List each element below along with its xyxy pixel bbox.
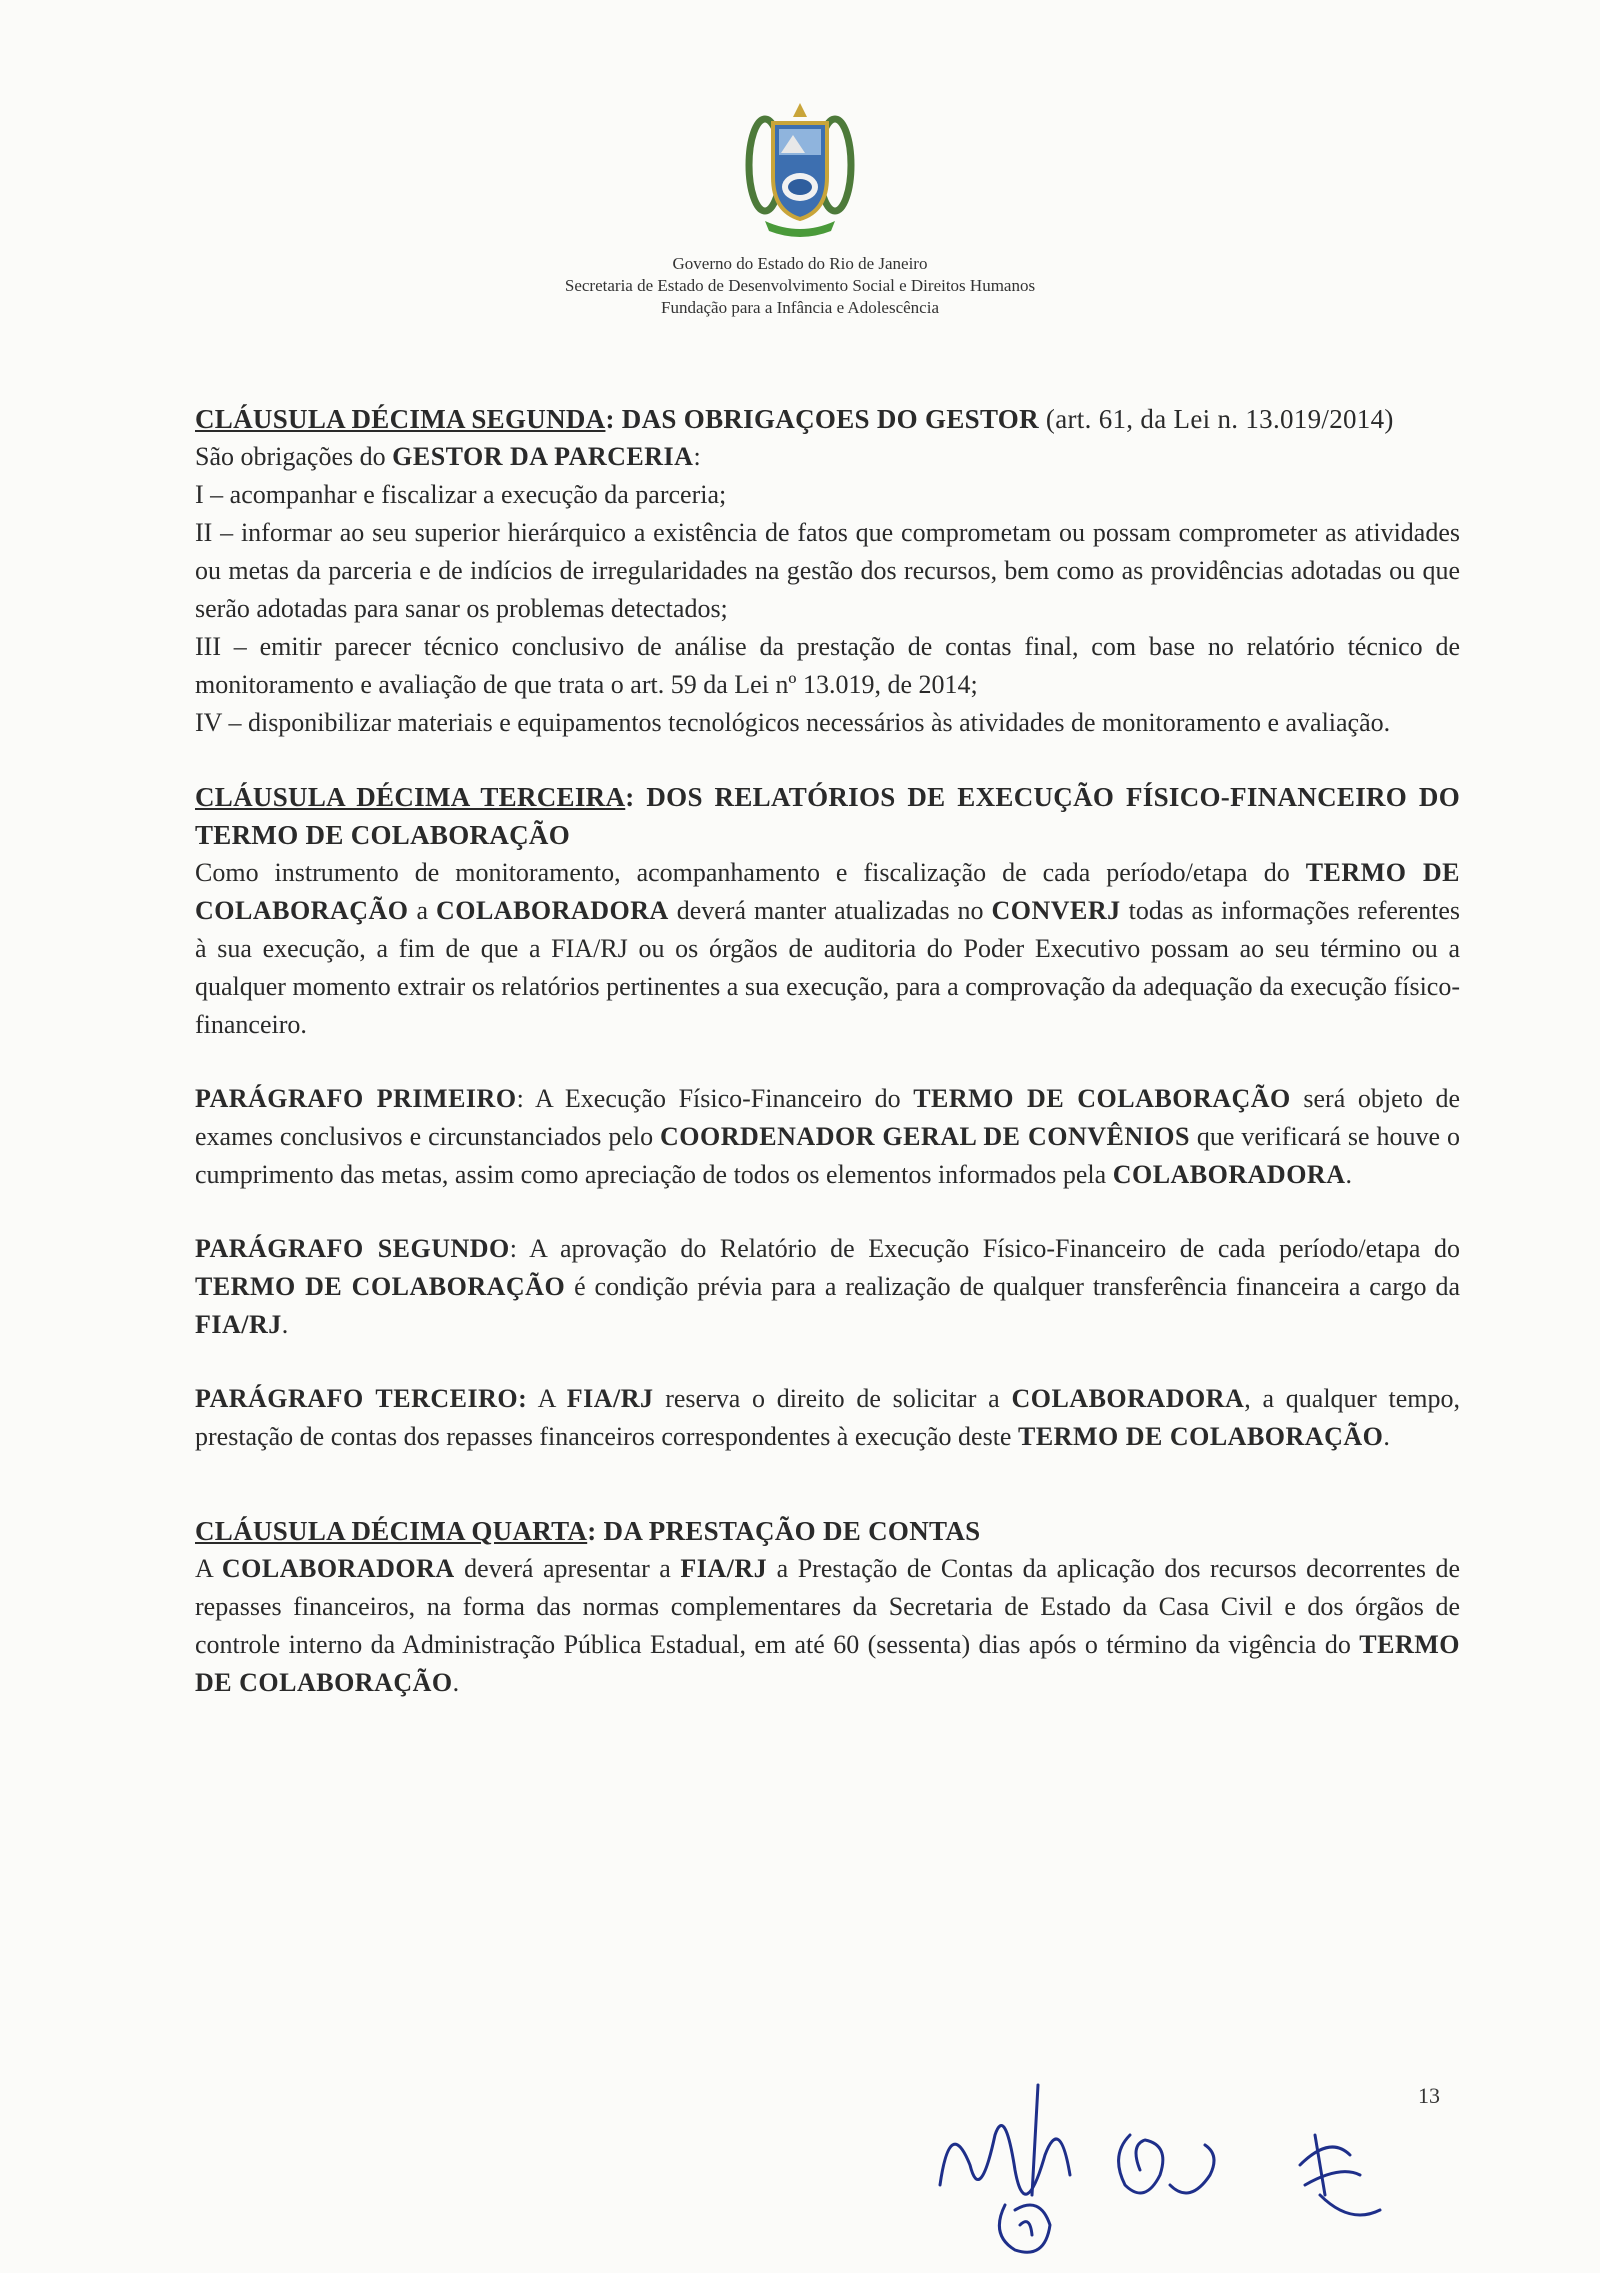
clause-12-intro (195, 438, 1460, 476)
clause-14-heading-title: : DA PRESTAÇÃO DE CONTAS (587, 1516, 981, 1546)
paragraph-primeiro (195, 1080, 1460, 1194)
bold-segment: COLABORADORA (1011, 1384, 1245, 1413)
clause-12-item-4: IV – disponibilizar materiais e equipamentos tecnológicos necessários às atividades de monitoramento e avaliação. (195, 708, 1391, 737)
clause-12-heading (195, 400, 1460, 438)
clause-14-heading-label: CLÁUSULA DÉCIMA QUARTA (195, 1516, 588, 1546)
bold-segment: COLABORADORA (1112, 1160, 1346, 1189)
bold-segment: COLABORADORA (435, 896, 669, 925)
text-segment: deverá manter atualizadas no (668, 896, 992, 925)
text-segment: . (281, 1310, 289, 1339)
clause-12-item-3: III – emitir parecer técnico conclusivo de análise da prestação de contas final, com base no relatório técnico de monitoramento e avaliação de que trata o art. 59 da Lei nº 13.019, de 2014; (195, 632, 1460, 699)
bold-segment: TERMO DE COLABORAÇÃO (1017, 1422, 1384, 1451)
clause-13-heading (195, 778, 1460, 854)
paragraph-label: PARÁGRAFO SEGUNDO (195, 1234, 510, 1263)
bold-segment: FIA/RJ (566, 1384, 654, 1413)
clause-13-heading-label: CLÁUSULA DÉCIMA TERCEIRA (195, 782, 626, 812)
bold-segment: FIA/RJ (195, 1310, 282, 1339)
bold-segment: TERMO DE COLABORAÇÃO (195, 858, 1461, 925)
text-segment: . (1345, 1160, 1352, 1189)
clause-12-heading-reference: (art. 61, da Lei n. 13.019/2014) (1038, 404, 1394, 434)
intro-bold: GESTOR DA PARCERIA (392, 442, 694, 471)
paragraph-label: PARÁGRAFO PRIMEIRO (195, 1084, 517, 1113)
handwritten-signatures-icon (920, 2075, 1420, 2265)
clause-12-item-2: II – informar ao seu superior hierárquico a existência de fatos que comprometam ou possam comprometer as atividades ou metas da parceria e de indícios de irregularidades na gestão dos recursos, bem como as providências adotadas ou que serão adotadas para sanar os problemas detectados; (195, 518, 1460, 623)
text-segment: . (1383, 1422, 1390, 1451)
clause-12-heading-label: CLÁUSULA DÉCIMA SEGUNDA (195, 404, 606, 434)
text-segment: será objeto de exames conclusivos e circunstanciados pelo (195, 1084, 1460, 1151)
text-segment: , a qualquer tempo, prestação de contas dos repasses financeiros correspondentes à execução deste (195, 1384, 1460, 1451)
intro-colon: : (693, 442, 701, 471)
bold-segment: FIA/RJ (680, 1554, 768, 1583)
bold-segment: TERMO DE COLABORAÇÃO (195, 1272, 566, 1301)
clause-12-item-1: I – acompanhar e fiscalizar a execução da parceria; (195, 480, 727, 509)
bold-segment: COORDENADOR GERAL DE CONVÊNIOS (660, 1122, 1190, 1151)
text-segment: a (408, 896, 436, 925)
document-body (195, 400, 1460, 1702)
clause-12-heading-title: : DAS OBRIGAÇOES DO GESTOR (605, 404, 1039, 434)
clause-13-heading-title: : DOS RELATÓRIOS DE EXECUÇÃO FÍSICO-FINANCEIRO DO TERMO DE COLABORAÇÃO (195, 782, 1460, 850)
state-coat-of-arms-icon (735, 95, 865, 245)
bold-segment: TERMO DE COLABORAÇÃO (195, 1630, 1460, 1697)
text-segment: que verificará se houve o cumprimento das metas, assim como apreciação de todos os elementos informados pela (195, 1122, 1460, 1189)
text-segment: a Prestação de Contas da aplicação dos recursos decorrentes de repasses financeiros, na forma das normas complementares da Secretaria de Estado da Casa Civil e dos órgãos de controle interno da Administração Pública Estadual, em até 60 (sessenta) dias após o término da vigência do (195, 1554, 1460, 1659)
bold-segment: COLABORADORA (221, 1554, 455, 1583)
letterhead (0, 95, 1600, 319)
text-segment: A (527, 1384, 567, 1413)
clause-14-heading (195, 1512, 1460, 1550)
paragraph-terceiro (195, 1380, 1460, 1456)
page-number: 13 (1418, 2083, 1440, 2108)
clause-13-paragraph (195, 854, 1460, 1044)
bold-segment: CONVERJ (991, 896, 1121, 925)
text-segment: : A Execução Físico-Financeiro do (516, 1084, 914, 1113)
text-segment: deverá apresentar a (454, 1554, 681, 1583)
text-segment: é condição prévia para a realização de qualquer transferência financeira a cargo da (565, 1272, 1461, 1301)
letterhead-line-foundation: Fundação para a Infância e Adolescência (661, 298, 939, 317)
paragraph-segundo (195, 1230, 1460, 1344)
text-segment: Como instrumento de monitoramento, acompanhamento e fiscalização de cada período/etapa do (195, 858, 1306, 887)
clause-14-paragraph (195, 1550, 1460, 1702)
intro-text: São obrigações do (195, 442, 393, 471)
text-segment: todas as informações referentes à sua execução, a fim de que a FIA/RJ ou os órgãos de auditoria do Poder Executivo possam ao seu término ou a qualquer momento extrair os relatórios pertinentes a sua execução, para a comprovação da adequação da execução físico-financeiro. (195, 896, 1460, 1039)
letterhead-line-secretariat: Secretaria de Estado de Desenvolvimento Social e Direitos Humanos (564, 276, 1036, 295)
bold-segment: TERMO DE COLABORAÇÃO (913, 1084, 1291, 1113)
paragraph-label: PARÁGRAFO TERCEIRO: (195, 1384, 528, 1413)
text-segment: : A aprovação do Relatório de Execução Físico-Financeiro de cada período/etapa do (509, 1234, 1460, 1263)
letterhead-line-government: Governo do Estado do Rio de Janeiro (672, 254, 928, 273)
text-segment: A (195, 1554, 222, 1583)
text-segment: . (452, 1668, 460, 1697)
text-segment: reserva o direito de solicitar a (653, 1384, 1012, 1413)
